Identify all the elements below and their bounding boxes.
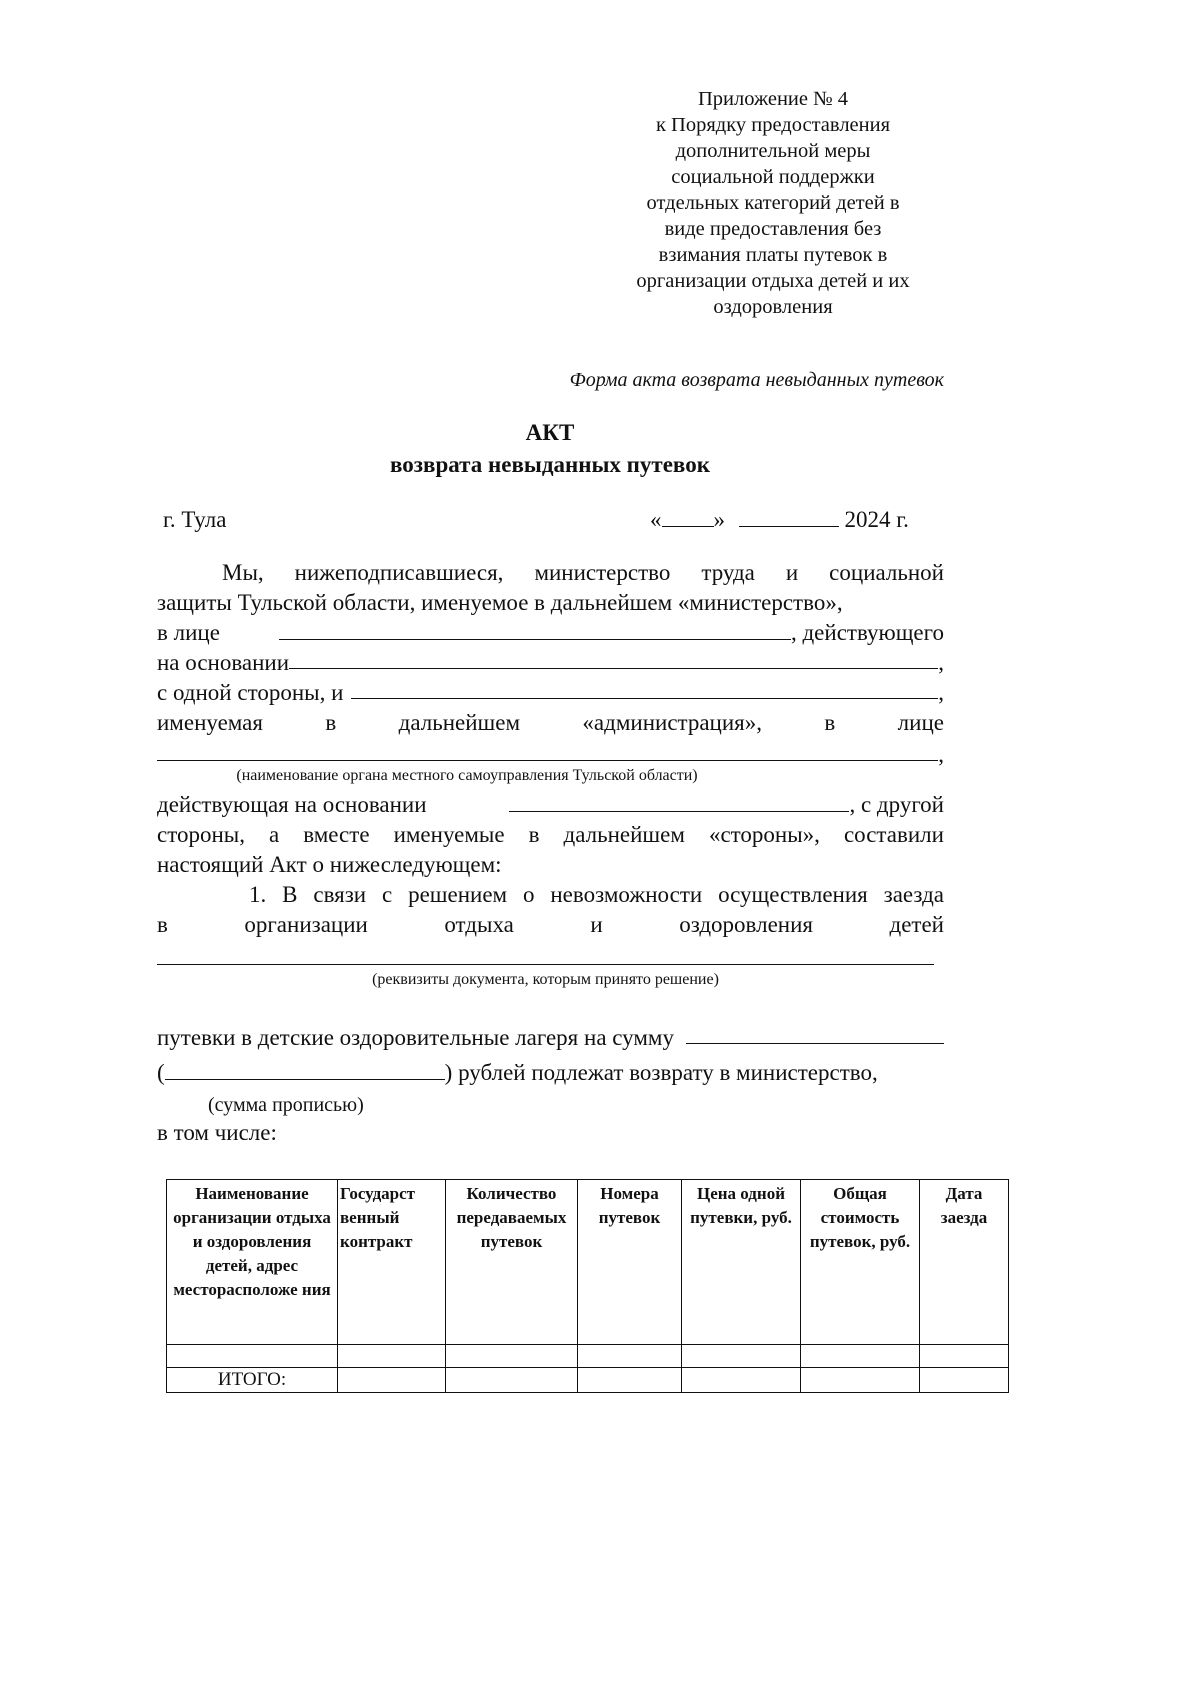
administration-field[interactable] <box>351 678 938 699</box>
column-header: Наименование организации отдыха и оздоровления детей, адрес месторасположе ния <box>167 1180 338 1345</box>
appendix-line: оздоровления <box>713 296 833 318</box>
appendix-line: организации отдыха детей и их <box>636 270 910 292</box>
word: нижеподписавшиеся, <box>294 560 504 585</box>
form-name: Форма акта возврата невыданных путевок <box>569 369 944 391</box>
word: в <box>157 912 168 937</box>
paragraph-line <box>157 648 944 678</box>
caption: (наименование органа местного самоуправления Тульской области) <box>236 767 698 784</box>
table-row <box>167 1345 1009 1368</box>
column-header: Цена одной путевки, руб. <box>682 1180 801 1345</box>
word: отдыха <box>444 912 514 937</box>
representative-field[interactable] <box>279 619 791 640</box>
table-cell[interactable] <box>801 1345 920 1368</box>
word: «администрация», <box>582 710 763 735</box>
document-subtitle: возврата невыданных путевок <box>390 452 710 477</box>
administration-rep-field[interactable] <box>157 740 938 761</box>
column-header: Номера путевок <box>578 1180 682 1345</box>
appendix-line: к Порядку предоставления <box>655 114 891 136</box>
appendix-line: взимания платы путевок в <box>658 244 888 266</box>
year: 2024 г. <box>844 507 909 532</box>
place: г. Тула <box>163 507 227 532</box>
table-cell[interactable] <box>167 1345 338 1368</box>
comma: , <box>938 650 944 675</box>
word: оздоровления <box>679 912 813 937</box>
appendix-line: дополнительной меры <box>675 140 871 162</box>
paragraph-line <box>157 910 944 940</box>
label: , с другой <box>849 792 944 817</box>
table-cell[interactable] <box>682 1345 801 1368</box>
column-header: Общая стоимость путевок, руб. <box>801 1180 920 1345</box>
table-cell[interactable] <box>578 1368 682 1393</box>
caption: (реквизиты документа, которым принято решение) <box>372 971 719 988</box>
paragraph-line <box>157 708 944 738</box>
table-cell[interactable] <box>446 1368 578 1393</box>
table-cell[interactable] <box>338 1345 446 1368</box>
word: именуемая <box>157 710 263 735</box>
month-field[interactable] <box>739 506 839 527</box>
decision-field[interactable] <box>157 964 934 965</box>
word: Мы, <box>222 560 264 585</box>
paren-open: ( <box>157 1060 165 1085</box>
table-cell[interactable] <box>920 1368 1009 1393</box>
appendix-header <box>580 86 966 320</box>
appendix-line: Приложение № 4 <box>697 88 849 110</box>
table-cell[interactable] <box>920 1345 1009 1368</box>
word: дальнейшем <box>398 710 521 735</box>
document-title: АКТ <box>525 420 575 445</box>
date-quote-close: » <box>713 507 725 532</box>
table-cell[interactable] <box>446 1345 578 1368</box>
paragraph-line <box>157 790 944 820</box>
comma: , <box>938 680 944 705</box>
paragraph-line <box>157 1058 944 1088</box>
column-header: Дата заезда <box>920 1180 1009 1345</box>
column-header: Государст венный контракт <box>338 1180 446 1345</box>
paragraph-line <box>157 678 944 708</box>
basis-field[interactable] <box>289 648 938 669</box>
word: и <box>785 560 799 585</box>
table-cell[interactable] <box>578 1345 682 1368</box>
table-cell[interactable] <box>682 1368 801 1393</box>
paragraph-line <box>157 618 944 648</box>
day-field[interactable] <box>662 506 714 527</box>
caption: (сумма прописью) <box>208 1094 364 1116</box>
word: а <box>269 822 280 847</box>
label: в лице <box>157 620 220 645</box>
word: организации <box>244 912 368 937</box>
word: дальнейшем <box>563 822 685 847</box>
word: в <box>824 710 836 735</box>
word: министерство <box>534 560 671 585</box>
admin-basis-field[interactable] <box>509 791 849 812</box>
appendix-line: социальной поддержки <box>671 166 875 188</box>
table-cell[interactable] <box>801 1368 920 1393</box>
total-label: ИТОГО: <box>167 1368 338 1393</box>
label: , действующего <box>790 620 944 645</box>
appendix-line: отдельных категорий детей в <box>646 192 900 214</box>
label: на основании <box>157 650 290 675</box>
paragraph-line: в том числе: <box>157 1120 277 1145</box>
comma: , <box>938 742 944 767</box>
paragraph-line: настоящий Акт о нижеследующем: <box>157 852 502 877</box>
paragraph-line <box>157 558 944 588</box>
word: именуемые <box>393 822 505 847</box>
word: составили <box>843 822 944 847</box>
place-date-line <box>163 505 936 535</box>
paragraph-line: 1. В связи с решением о невозможности осуществления заезда <box>249 882 944 907</box>
word: стороны, <box>157 822 245 847</box>
table-cell[interactable] <box>338 1368 446 1393</box>
word: в <box>325 710 337 735</box>
word: в <box>528 822 540 847</box>
label: путевки в детские оздоровительные лагеря на сумму <box>157 1025 674 1050</box>
paragraph-line <box>157 1023 944 1053</box>
date-quote-open: « <box>650 507 662 532</box>
label: действующая на основании <box>157 792 427 817</box>
table-header-row <box>167 1180 1009 1345</box>
word: детей <box>889 912 944 937</box>
word: труда <box>701 560 755 585</box>
word: социальной <box>829 560 944 585</box>
vouchers-table <box>166 1179 1009 1393</box>
sum-words-field[interactable] <box>165 1059 445 1080</box>
label: с одной стороны, и <box>157 680 344 705</box>
column-header: Количество передаваемых путевок <box>446 1180 578 1345</box>
word: лице <box>897 710 944 735</box>
paragraph-line: защиты Тульской области, именуемое в дальнейшем «министерство», <box>157 590 843 615</box>
appendix-line: виде предоставления без <box>664 218 882 240</box>
table-total-row <box>167 1368 1009 1393</box>
word: «стороны», <box>708 822 820 847</box>
word: вместе <box>303 822 370 847</box>
paragraph-line <box>157 820 944 850</box>
word: и <box>590 912 603 937</box>
label: ) рублей подлежат возврату в министерство, <box>444 1060 878 1085</box>
sum-field[interactable] <box>686 1023 944 1044</box>
